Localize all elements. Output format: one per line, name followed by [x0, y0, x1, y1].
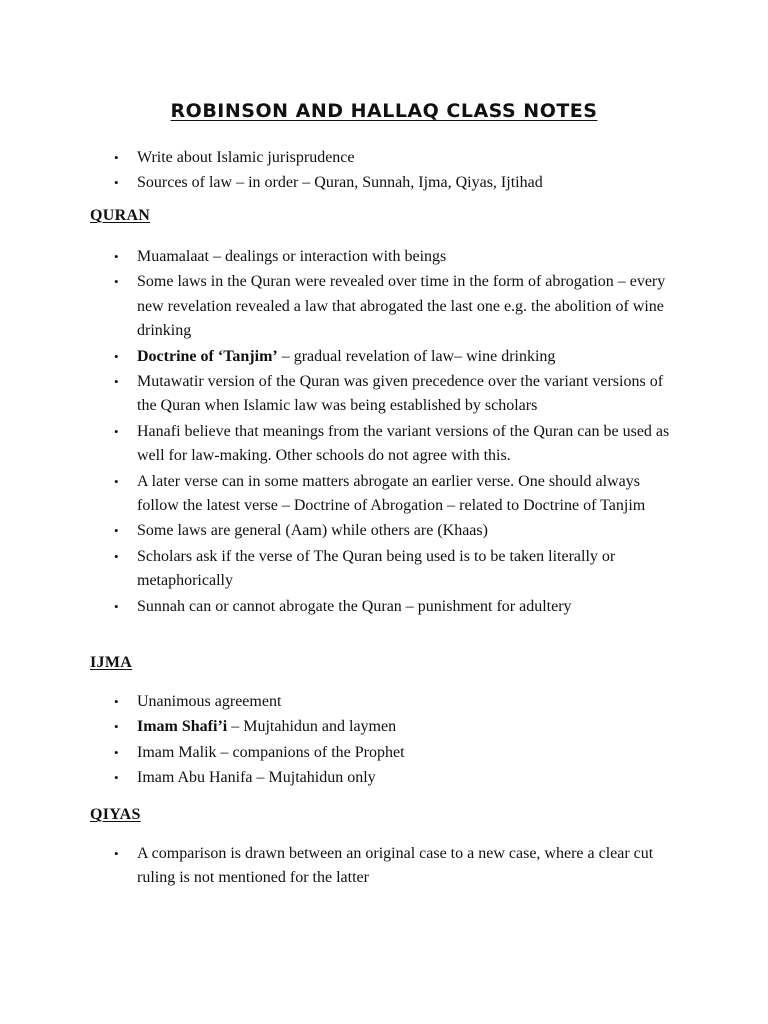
bullet-icon: •: [114, 744, 119, 760]
bullet-icon: •: [114, 598, 119, 614]
list-item: • Mutawatir version of the Quran was given precedence over the variant versions of the Quran when Islamic law was being established by scholars: [0, 370, 768, 419]
quran-list: [0, 245, 768, 619]
list-item: • Imam Abu Hanifa – Mujtahidun only: [0, 766, 768, 790]
bullet-icon: •: [114, 150, 119, 165]
bullet-icon: •: [114, 374, 119, 390]
list-item: • Scholars ask if the verse of The Quran being used is to be taken literally or metaphorically: [0, 545, 768, 594]
document-title: ROBINSON AND HALLAQ CLASS NOTES: [170, 100, 598, 122]
list-item: • Some laws are general (Aam) while others are (Khaas): [0, 519, 768, 543]
list-item: • Muamalaat – dealings or interaction with beings: [0, 245, 768, 269]
ijma-list: [0, 690, 768, 791]
list-item: • A comparison is drawn between an original case to a new case, where a clear cut ruling is not mentioned for the latter: [0, 842, 768, 891]
list-item: • Sunnah can or cannot abrogate the Quran – punishment for adultery: [0, 595, 768, 619]
section-heading-ijma: IJMA: [90, 654, 133, 671]
list-item: • Hanafi believe that meanings from the variant versions of the Quran can be used as well for law-making. Other schools do not agree with this.: [0, 420, 768, 469]
list-item: • Some laws in the Quran were revealed over time in the form of abrogation – every new revelation revealed a law that abrogated the last one e.g. the abolition of wine drinking: [0, 270, 768, 343]
bullet-icon: •: [114, 175, 119, 191]
list-item: • Unanimous agreement: [0, 690, 768, 714]
list-item: • A later verse can in some matters abrogate an earlier verse. One should always follow the latest verse – Doctrine of Abrogation – related to Doctrine of Tanjim: [0, 470, 768, 519]
bullet-icon: •: [114, 523, 119, 539]
list-item: • Write about Islamic jurisprudence: [0, 146, 768, 170]
bullet-icon: •: [114, 719, 119, 735]
list-item: • Imam Malik – companions of the Prophet: [0, 741, 768, 765]
bullet-icon: •: [114, 274, 119, 290]
list-item: • Sources of law – in order – Quran, Sunnah, Ijma, Qiyas, Ijtihad: [0, 171, 768, 195]
bullet-icon: •: [114, 548, 119, 564]
bullet-icon: •: [114, 846, 119, 861]
bullet-icon: •: [114, 423, 119, 439]
bullet-icon: •: [114, 249, 119, 264]
list-item: • Imam Shafi’i – Mujtahidun and laymen: [0, 715, 768, 739]
section-heading-qiyas: QIYAS: [90, 806, 141, 823]
doctrine-tanjim-term: Doctrine of ‘Tanjim’: [137, 347, 278, 365]
bullet-icon: •: [114, 473, 119, 489]
imam-shafii-term: Imam Shafi’i: [137, 718, 228, 736]
list-item: • Doctrine of ‘Tanjim’ – gradual revelation of law– wine drinking: [0, 345, 768, 369]
section-heading-quran: QURAN: [90, 207, 151, 224]
bullet-icon: •: [114, 770, 119, 786]
bullet-icon: •: [114, 348, 119, 364]
qiyas-list: [0, 842, 768, 891]
intro-list: [0, 146, 768, 196]
bullet-icon: •: [114, 694, 119, 709]
